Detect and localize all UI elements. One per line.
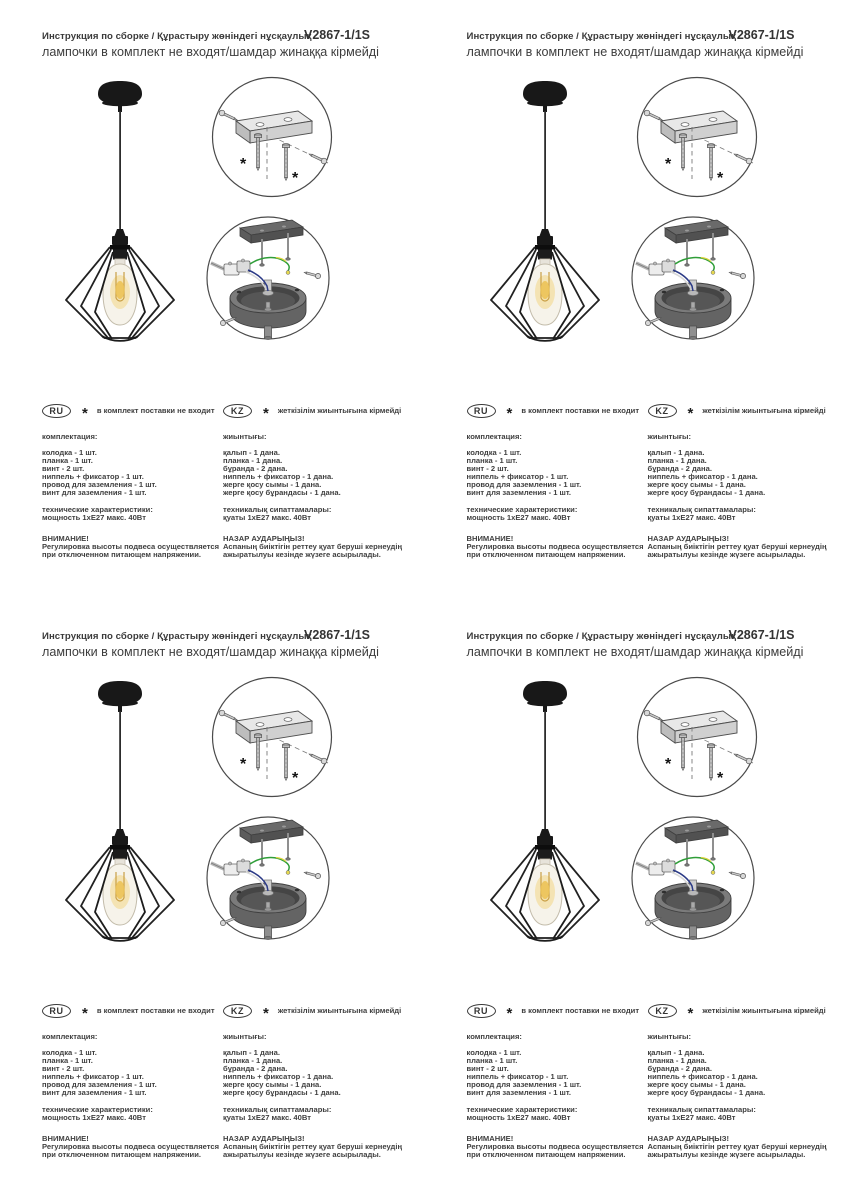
kz-language-badge: KZ	[648, 1004, 677, 1018]
kz-not-included-note: жеткізілім жиынтығына кірмейді	[702, 1006, 826, 1015]
ground-wire-icon	[675, 258, 715, 275]
mounted-bracket-icon	[665, 220, 728, 243]
suspension-cable	[544, 711, 546, 830]
list-item: жерге қосу бұрандасы - 1 дана.	[647, 488, 766, 497]
mounting-bracket-icon	[236, 711, 312, 743]
suspension-cable	[119, 111, 121, 230]
ru-warning	[467, 535, 647, 559]
terminal-block-icon	[636, 859, 675, 875]
terminal-block-icon	[636, 259, 675, 275]
list-item: провод для заземления - 1 шт.	[42, 480, 157, 489]
list-item: бұранда - 2 дана.	[647, 464, 712, 473]
kz-specs-title: техникалық сипаттамалары:	[647, 1105, 756, 1114]
kz-not-included-note: жеткізілім жиынтығына кірмейді	[702, 406, 826, 415]
suspension-cable	[119, 711, 121, 830]
suspension-cable	[544, 111, 546, 230]
not-included-asterisk: *	[716, 170, 723, 187]
ru-list-title: комплектация:	[466, 432, 522, 441]
ru-section	[467, 403, 647, 559]
canopy-screw-icon	[728, 270, 746, 279]
ru-language-badge: RU	[467, 404, 496, 418]
mounted-bracket-icon	[665, 820, 728, 843]
instruction-sheet	[0, 0, 425, 600]
ru-badge-row	[42, 1003, 222, 1022]
ru-not-included-note: в комплект поставки не входит	[521, 1006, 640, 1015]
mounted-bracket-icon	[240, 220, 303, 243]
kz-specs-title: техникалық сипаттамалары:	[647, 505, 756, 514]
ru-warning-title: ВНИМАНИЕ!	[466, 534, 514, 543]
assembly-diagram-canopy	[204, 214, 332, 342]
asterisk-icon: *	[263, 405, 269, 422]
asterisk-icon: *	[687, 405, 694, 422]
list-item: ниппель + фиксатор - 1 шт.	[42, 472, 144, 481]
sheet-subtitle: лампочки в комплект не входят/шамдар жинаққа кірмейді	[42, 645, 379, 659]
assembly-diagram-bracket	[210, 75, 334, 199]
ru-parts-list	[42, 1049, 222, 1097]
kz-not-included-note: жеткізілім жиынтығына кірмейді	[277, 1006, 402, 1015]
ru-badge-row	[42, 403, 222, 422]
ru-warning-text: Регулировка высоты подвеса осуществляется при отключенном питающем напряжении.	[42, 1142, 220, 1159]
sheet-subtitle: лампочки в комплект не входят/шамдар жинаққа кірмейді	[466, 645, 804, 659]
side-screw-icon	[732, 151, 752, 164]
ru-list-title: комплектация:	[466, 1032, 522, 1041]
side-screw-icon	[643, 109, 663, 122]
model-number: V2867-1/1S	[304, 628, 371, 642]
ru-specs-title: технические характеристики:	[42, 1105, 153, 1114]
kz-list-title: жиынтығы:	[223, 432, 267, 441]
not-included-asterisk: *	[240, 756, 247, 773]
list-item: планка - 1 шт.	[466, 456, 518, 465]
list-item: жерге қосу сымы - 1 дана.	[223, 1080, 322, 1089]
ground-wire-icon	[675, 858, 715, 875]
list-item: жерге қосу бұрандасы - 1 дана.	[223, 1088, 341, 1097]
kz-list-title: жиынтығы:	[647, 432, 692, 441]
list-item: қалып - 1 дана.	[223, 1048, 280, 1057]
ru-section	[42, 1003, 222, 1159]
ru-parts-list	[42, 449, 222, 497]
list-item: планка - 1 шт.	[466, 1056, 518, 1065]
kz-parts-list	[648, 1049, 849, 1097]
list-item: провод для заземления - 1 шт.	[466, 1080, 582, 1089]
kz-warning-text: Аспаның биіктігін реттеу қуат беруші кернеудің ажыратылуы кезінде жүзеге асырылады.	[647, 542, 827, 559]
sheet-subtitle: лампочки в комплект не входят/шамдар жинаққа кірмейді	[466, 45, 804, 59]
list-item: планка - 1 дана.	[223, 456, 283, 465]
list-item: бұранда - 2 дана.	[223, 464, 288, 473]
list-item: бұранда - 2 дана.	[647, 1064, 712, 1073]
ceiling-canopy-icon	[523, 81, 567, 112]
canopy-screw-icon	[304, 270, 322, 279]
ru-list-title: комплектация:	[42, 1032, 98, 1041]
ru-warning-title: ВНИМАНИЕ!	[42, 534, 89, 543]
asterisk-icon: *	[687, 1005, 694, 1022]
pendant-lamp-illustration	[50, 78, 190, 350]
kz-warning-title: НАЗАР АУДАРЫҢЫЗ!	[223, 1134, 305, 1143]
side-screw-icon	[643, 709, 663, 722]
list-item: қалып - 1 дана.	[647, 1048, 705, 1057]
list-item: планка - 1 шт.	[42, 456, 93, 465]
assembly-diagram-bracket	[635, 75, 759, 199]
list-item: винт для заземления - 1 шт.	[466, 1088, 572, 1097]
ru-specs-value: мощность 1хЕ27 макс. 40Вт	[42, 1113, 146, 1122]
ru-section	[42, 403, 222, 559]
list-item: винт - 2 шт.	[42, 464, 85, 473]
kz-specs-title: техникалық сипаттамалары:	[223, 1105, 332, 1114]
asterisk-icon: *	[506, 1005, 513, 1022]
ground-wire-icon	[250, 258, 290, 275]
instruction-sheet	[0, 600, 425, 1200]
kz-section	[223, 1003, 424, 1159]
sheet-title: Инструкция по сборке / Құрастыру жөніндегі нұсқаулық	[42, 31, 312, 42]
ru-warning-title: ВНИМАНИЕ!	[42, 1134, 89, 1143]
kz-warning-title: НАЗАР АУДАРЫҢЫЗ!	[223, 534, 305, 543]
list-item: жерге қосу сымы - 1 дана.	[647, 1080, 746, 1089]
sheet-subtitle: лампочки в комплект не входят/шамдар жинаққа кірмейді	[42, 45, 379, 59]
list-item: жерге қосу бұрандасы - 1 дана.	[223, 488, 341, 497]
model-number: V2867-1/1S	[728, 628, 795, 642]
mounted-bracket-icon	[240, 820, 303, 843]
kz-language-badge: KZ	[223, 1004, 252, 1018]
list-item: винт для заземления - 1 шт.	[466, 488, 572, 497]
ru-language-badge: RU	[42, 1004, 71, 1018]
list-item: ниппель + фиксатор - 1 дана.	[223, 1072, 334, 1081]
kz-specs-value: қуаты 1хЕ27 макс. 40Вт	[223, 1113, 311, 1122]
ru-badge-row	[467, 403, 647, 422]
terminal-block-icon	[211, 859, 250, 875]
ru-language-badge: RU	[42, 404, 71, 418]
kz-section	[648, 1003, 849, 1159]
ru-specs-value: мощность 1хЕ27 макс. 40Вт	[466, 1113, 571, 1122]
sheet-title: Инструкция по сборке / Құрастыру жөніндегі нұсқаулық	[466, 31, 736, 42]
list-item: провод для заземления - 1 шт.	[466, 480, 582, 489]
ru-warning	[467, 1135, 647, 1159]
kz-warning	[223, 1135, 424, 1159]
ground-wire-icon	[250, 858, 290, 875]
pendant-lamp-illustration	[475, 78, 615, 350]
kz-specs-value: қуаты 1хЕ27 макс. 40Вт	[223, 513, 311, 522]
side-screw-icon	[308, 751, 328, 764]
ru-warning-text: Регулировка высоты подвеса осуществляется при отключенном питающем напряжении.	[42, 542, 220, 559]
kz-warning-title: НАЗАР АУДАРЫҢЫЗ!	[647, 1134, 730, 1143]
mounting-bracket-icon	[661, 711, 737, 743]
not-included-asterisk: *	[292, 770, 299, 787]
not-included-asterisk: *	[664, 756, 671, 773]
ceiling-screw-icon	[282, 144, 289, 181]
canopy-screw-icon	[728, 870, 746, 879]
kz-warning-title: НАЗАР АУДАРЫҢЫЗ!	[647, 534, 730, 543]
kz-badge-row	[648, 403, 849, 422]
asterisk-icon: *	[82, 1005, 88, 1022]
ru-section	[467, 1003, 647, 1159]
kz-list-title: жиынтығы:	[647, 1032, 692, 1041]
list-item: жерге қосу сымы - 1 дана.	[223, 480, 322, 489]
side-screw-icon	[218, 109, 238, 122]
list-item: колодка - 1 шт.	[42, 448, 97, 457]
kz-language-badge: KZ	[223, 404, 252, 418]
kz-parts-list	[223, 449, 424, 497]
list-item: ниппель + фиксатор - 1 шт.	[466, 472, 569, 481]
ru-warning-text: Регулировка высоты подвеса осуществляется при отключенном питающем напряжении.	[466, 542, 644, 559]
kz-specs-title: техникалық сипаттамалары:	[223, 505, 332, 514]
ru-specs-title: технические характеристики:	[42, 505, 153, 514]
side-screw-icon	[732, 751, 752, 764]
asterisk-icon: *	[506, 405, 513, 422]
ru-not-included-note: в комплект поставки не входит	[96, 406, 215, 415]
kz-warning-text: Аспаның биіктігін реттеу қуат беруші кернеудің ажыратылуы кезінде жүзеге асырылады.	[223, 1142, 403, 1159]
kz-warning	[648, 535, 849, 559]
list-item: ниппель + фиксатор - 1 дана.	[647, 1072, 758, 1081]
ru-list-title: комплектация:	[42, 432, 98, 441]
list-item: қалып - 1 дана.	[647, 448, 705, 457]
ru-specs-title: технические характеристики:	[466, 505, 578, 514]
kz-badge-row	[648, 1003, 849, 1022]
list-item: планка - 1 дана.	[647, 456, 707, 465]
list-item: винт для заземления - 1 шт.	[42, 488, 147, 497]
list-item: қалып - 1 дана.	[223, 448, 280, 457]
list-item: колодка - 1 шт.	[466, 1048, 522, 1057]
not-included-asterisk: *	[240, 156, 247, 173]
kz-parts-list	[223, 1049, 424, 1097]
kz-warning-text: Аспаның биіктігін реттеу қуат беруші кернеудің ажыратылуы кезінде жүзеге асырылады.	[223, 542, 403, 559]
list-item: бұранда - 2 дана.	[223, 1064, 288, 1073]
instruction-sheet	[425, 600, 849, 1200]
side-screw-icon	[218, 709, 238, 722]
ru-not-included-note: в комплект поставки не входит	[96, 1006, 215, 1015]
mounting-bracket-icon	[236, 111, 312, 143]
list-item: винт - 2 шт.	[42, 1064, 85, 1073]
side-screw-icon	[308, 151, 328, 164]
kz-specs-value: қуаты 1хЕ27 макс. 40Вт	[647, 1113, 736, 1122]
model-number: V2867-1/1S	[728, 28, 795, 42]
assembly-diagram-canopy	[204, 814, 332, 942]
ru-warning	[42, 1135, 222, 1159]
assembly-diagram-canopy	[629, 214, 757, 342]
list-item: винт - 2 шт.	[466, 1064, 509, 1073]
list-item: ниппель + фиксатор - 1 шт.	[42, 1072, 144, 1081]
list-item: жерге қосу сымы - 1 дана.	[647, 480, 746, 489]
list-item: ниппель + фиксатор - 1 дана.	[223, 472, 334, 481]
ru-warning-text: Регулировка высоты подвеса осуществляется при отключенном питающем напряжении.	[466, 1142, 644, 1159]
kz-not-included-note: жеткізілім жиынтығына кірмейді	[277, 406, 402, 415]
assembly-diagram-bracket	[635, 675, 759, 799]
kz-warning	[648, 1135, 849, 1159]
instruction-sheet	[425, 0, 849, 600]
ru-language-badge: RU	[467, 1004, 496, 1018]
ru-specs-value: мощность 1хЕ27 макс. 40Вт	[42, 513, 146, 522]
ru-badge-row	[467, 1003, 647, 1022]
kz-section	[223, 403, 424, 559]
kz-warning	[223, 535, 424, 559]
asterisk-icon: *	[82, 405, 88, 422]
pendant-lamp-illustration	[475, 678, 615, 950]
kz-parts-list	[648, 449, 849, 497]
list-item: жерге қосу бұрандасы - 1 дана.	[647, 1088, 766, 1097]
kz-badge-row	[223, 403, 424, 422]
list-item: колодка - 1 шт.	[466, 448, 522, 457]
not-included-asterisk: *	[664, 156, 671, 173]
kz-section	[648, 403, 849, 559]
list-item: провод для заземления - 1 шт.	[42, 1080, 157, 1089]
sheet-title: Инструкция по сборке / Құрастыру жөніндегі нұсқаулық	[466, 631, 736, 642]
ceiling-screw-icon	[707, 144, 714, 181]
kz-language-badge: KZ	[648, 404, 677, 418]
ceiling-canopy-icon	[98, 81, 142, 112]
assembly-diagram-bracket	[210, 675, 334, 799]
list-item: ниппель + фиксатор - 1 дана.	[647, 472, 758, 481]
ru-parts-list	[467, 449, 647, 497]
list-item: планка - 1 дана.	[647, 1056, 707, 1065]
not-included-asterisk: *	[292, 170, 299, 187]
assembly-diagram-canopy	[629, 814, 757, 942]
list-item: колодка - 1 шт.	[42, 1048, 97, 1057]
ru-specs-value: мощность 1хЕ27 макс. 40Вт	[466, 513, 571, 522]
ru-warning-title: ВНИМАНИЕ!	[466, 1134, 514, 1143]
kz-specs-value: қуаты 1хЕ27 макс. 40Вт	[647, 513, 736, 522]
ru-specs-title: технические характеристики:	[466, 1105, 578, 1114]
ru-not-included-note: в комплект поставки не входит	[521, 406, 640, 415]
canopy-screw-icon	[304, 870, 322, 879]
list-item: винт - 2 шт.	[466, 464, 509, 473]
list-item: винт для заземления - 1 шт.	[42, 1088, 147, 1097]
asterisk-icon: *	[263, 1005, 269, 1022]
pendant-lamp-illustration	[50, 678, 190, 950]
ru-warning	[42, 535, 222, 559]
ceiling-screw-icon	[707, 744, 714, 781]
list-item: планка - 1 шт.	[42, 1056, 93, 1065]
terminal-block-icon	[211, 259, 250, 275]
mounting-bracket-icon	[661, 111, 737, 143]
not-included-asterisk: *	[716, 770, 723, 787]
kz-list-title: жиынтығы:	[223, 1032, 267, 1041]
ru-parts-list	[467, 1049, 647, 1097]
ceiling-canopy-icon	[523, 681, 567, 712]
kz-badge-row	[223, 1003, 424, 1022]
sheet-title: Инструкция по сборке / Құрастыру жөніндегі нұсқаулық	[42, 631, 312, 642]
list-item: ниппель + фиксатор - 1 шт.	[466, 1072, 569, 1081]
ceiling-canopy-icon	[98, 681, 142, 712]
ceiling-screw-icon	[282, 744, 289, 781]
kz-warning-text: Аспаның биіктігін реттеу қуат беруші кернеудің ажыратылуы кезінде жүзеге асырылады.	[647, 1142, 827, 1159]
model-number: V2867-1/1S	[304, 28, 371, 42]
list-item: планка - 1 дана.	[223, 1056, 283, 1065]
